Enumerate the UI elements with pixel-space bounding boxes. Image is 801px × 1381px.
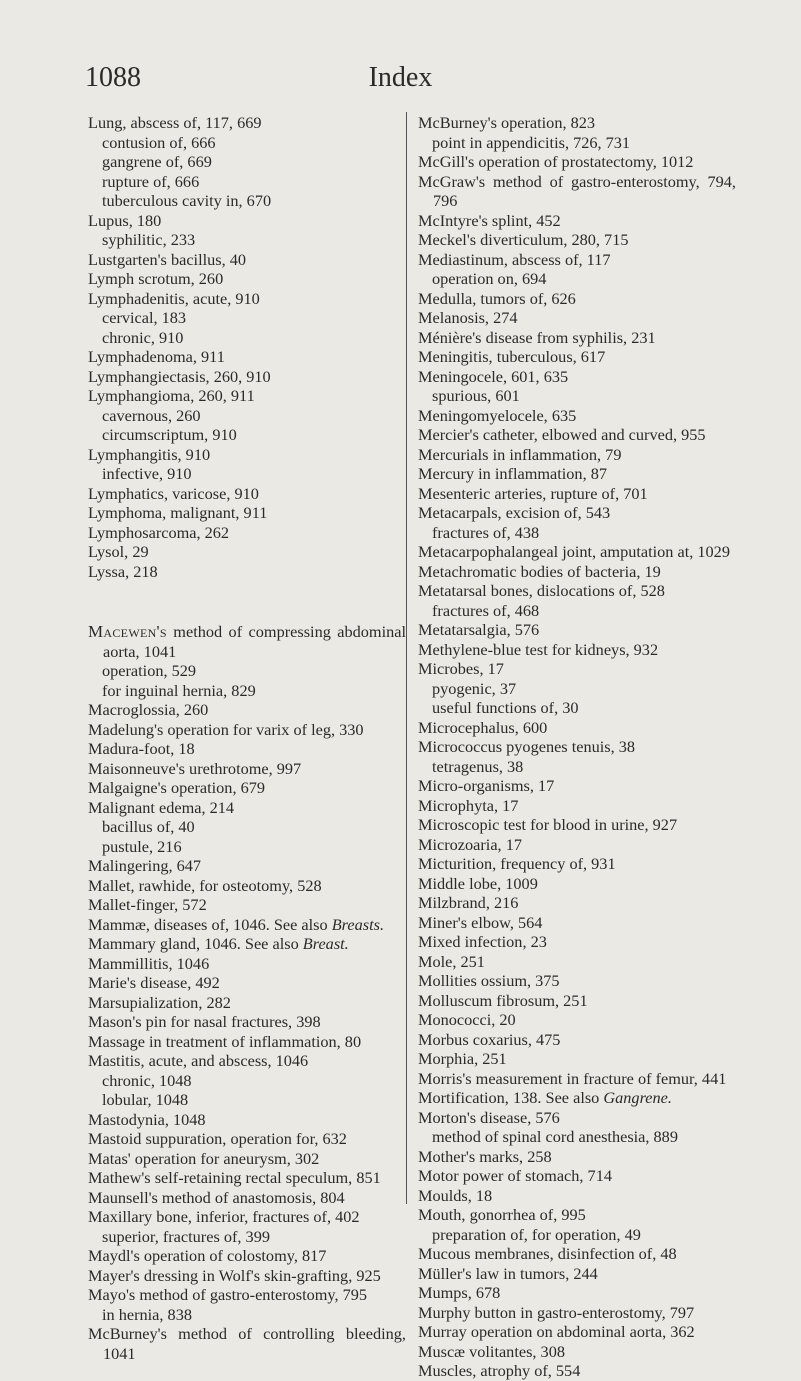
entry-text: Mayo's method of gastro-enterostomy, 795: [88, 1285, 368, 1304]
entry-text: Mouth, gonorrhea of, 995: [418, 1205, 586, 1224]
index-entry: [88, 700, 406, 720]
index-subentry: [102, 817, 406, 837]
entry-text: Maisonneuve's urethrotome, 997: [88, 758, 302, 778]
index-entry: [88, 1032, 406, 1052]
index-entry: [418, 1342, 736, 1362]
index-entry: [418, 640, 736, 660]
index-entry: [418, 952, 736, 972]
index-entry: [418, 913, 736, 933]
index-subentry: [102, 328, 406, 348]
index-entry: [88, 1266, 406, 1286]
entry-text: Maxillary bone, inferior, fractures of, 402: [88, 1207, 360, 1226]
index-entry: [88, 993, 406, 1013]
index-subentry: [432, 1225, 736, 1245]
index-entry: [418, 113, 736, 133]
index-entry: [88, 503, 406, 523]
index-entry: [418, 250, 736, 270]
index-entry: [418, 991, 736, 1011]
index-entry: [88, 622, 406, 661]
entry-text: Mammæ, diseases of, 1046. See also: [88, 914, 332, 934]
index-entry: [88, 1246, 406, 1266]
index-subentry: [432, 1127, 736, 1147]
entry-text: Lysol, 29: [88, 542, 149, 561]
index-entry: [88, 1207, 406, 1227]
index-entry: [418, 1244, 736, 1264]
index-entry: [88, 1149, 406, 1169]
entry-text: Malgaigne's operation, 679: [88, 778, 266, 797]
entry-text: Mollities ossium, 375: [418, 971, 560, 990]
entry-text: in hernia, 838: [102, 1304, 192, 1324]
index-subentry: [102, 1090, 406, 1110]
index-entry: [418, 425, 736, 445]
index-entry: [418, 1049, 736, 1069]
index-entry: [88, 934, 406, 954]
index-entry: [418, 854, 736, 874]
entry-text: operation on, 694: [432, 269, 547, 288]
index-entry: [418, 815, 736, 835]
index-entry: [88, 484, 406, 504]
index-subentry: [102, 661, 406, 681]
entry-text: pustule, 216: [102, 836, 182, 856]
entry-text: Mucous membranes, disinfection of, 48: [418, 1244, 677, 1263]
index-entry: [88, 1129, 406, 1149]
entry-text: Microscopic test for blood in urine, 927: [418, 815, 678, 834]
entry-text: Lustgarten's bacillus, 40: [88, 249, 247, 269]
index-entry: [418, 1010, 736, 1030]
index-subentry: [102, 172, 406, 192]
index-entry: [88, 1012, 406, 1032]
entry-text: Medulla, tumors of, 626: [418, 288, 576, 308]
index-entry: [88, 269, 406, 289]
section-gap: [88, 581, 406, 622]
index-entry: [88, 915, 406, 935]
cross-reference: Breast.: [302, 934, 349, 953]
entry-text: Maunsell's method of anastomosis, 804: [88, 1187, 345, 1207]
index-entry: [418, 347, 736, 367]
entry-text: Mercier's catheter, elbowed and curved, 955: [418, 425, 706, 444]
entry-text: Mallet-finger, 572: [88, 895, 207, 914]
entry-text: Microcephalus, 600: [418, 717, 548, 737]
entry-text: Mixed infection, 23: [418, 932, 547, 951]
entry-text: gangrene of, 669: [102, 152, 212, 171]
entry-text: pyogenic, 37: [432, 678, 517, 698]
index-entry: [88, 720, 406, 740]
index-column-left: [88, 113, 406, 1363]
entry-text: cervical, 183: [102, 308, 187, 327]
index-entry: [88, 954, 406, 974]
entry-text: Mortification, 138. See also: [418, 1088, 604, 1107]
index-entry: [88, 798, 406, 818]
entry-text: superior, fractures of, 399: [102, 1226, 270, 1246]
index-subentry: [102, 464, 406, 484]
index-column-right: [418, 113, 736, 1381]
index-entry: [88, 778, 406, 798]
entry-text: Madura-foot, 18: [88, 739, 195, 758]
entry-text: Lymphangioma, 260, 911: [88, 386, 255, 405]
entry-text: contusion of, 666: [102, 132, 216, 152]
entry-text: Murray operation on abdominal aorta, 362: [418, 1322, 695, 1341]
entry-text: McIntyre's splint, 452: [418, 210, 561, 230]
index-subentry: [102, 1227, 406, 1247]
entry-text: preparation of, for operation, 49: [432, 1224, 641, 1244]
entry-text: Micro-organisms, 17: [418, 776, 555, 795]
entry-text: McGraw's method of gastro-enterostomy, 794, 796: [418, 171, 736, 210]
index-entry: [88, 367, 406, 387]
entry-text: Mammillitis, 1046: [88, 953, 210, 973]
column-divider: [406, 112, 407, 1204]
entry-text: operation, 529: [102, 661, 197, 680]
entry-text: McBurney's operation, 823: [418, 113, 596, 132]
index-subentry: [432, 523, 736, 543]
index-entry: [418, 737, 736, 757]
entry-text: Middle lobe, 1009: [418, 873, 538, 893]
page-header: [0, 62, 801, 102]
entry-text: for inguinal hernia, 829: [102, 680, 256, 700]
entry-text: Lymphoma, malignant, 911: [88, 503, 268, 522]
index-subentry: [102, 152, 406, 172]
entry-text: Mesenteric arteries, rupture of, 701: [418, 483, 648, 503]
index-entry: [418, 620, 736, 640]
entry-text: Lymphadenitis, acute, 910: [88, 288, 260, 308]
entry-text: Matas' operation for aneurysm, 302: [88, 1148, 320, 1168]
index-entry: [88, 876, 406, 896]
entry-text: Microzoaria, 17: [418, 834, 522, 854]
entry-text: method of spinal cord anesthesia, 889: [432, 1127, 678, 1146]
entry-text: rupture of, 666: [102, 171, 200, 191]
index-entry: [418, 796, 736, 816]
index-entry: [418, 230, 736, 250]
index-subentry: [102, 681, 406, 701]
index-entry: [88, 523, 406, 543]
entry-text: Microphyta, 17: [418, 795, 519, 815]
index-subentry: [102, 425, 406, 445]
entry-text: Morbus coxarius, 475: [418, 1029, 561, 1049]
entry-text: Motor power of stomach, 714: [418, 1166, 612, 1185]
index-entry: [418, 1088, 736, 1108]
index-entry: [418, 718, 736, 738]
entry-text: Mercurials in inflammation, 79: [418, 444, 622, 464]
entry-text: useful functions of, 30: [432, 698, 579, 717]
entry-text: Morton's disease, 576: [418, 1107, 560, 1127]
entry-text: Meningitis, tuberculous, 617: [418, 347, 606, 366]
index-subentry: [102, 406, 406, 426]
index-entry: [418, 1205, 736, 1225]
index-entry: [88, 759, 406, 779]
entry-text: Lymphosarcoma, 262: [88, 522, 230, 542]
entry-text: Mastoid suppuration, operation for, 632: [88, 1129, 347, 1148]
entry-text: Müller's law in tumors, 244: [418, 1263, 598, 1283]
index-entry: [418, 542, 736, 562]
index-entry: [418, 1283, 736, 1303]
index-entry: [418, 932, 736, 952]
index-entry: [418, 1166, 736, 1186]
index-subentry: [102, 1071, 406, 1091]
entry-text: Lymph scrotum, 260: [88, 269, 224, 288]
index-entry: [418, 1322, 736, 1342]
entry-text: Lyssa, 218: [88, 561, 158, 581]
entry-text: Meningocele, 601, 635: [418, 366, 569, 386]
entry-text: chronic, 1048: [102, 1070, 192, 1090]
entry-text: Mason's pin for nasal fractures, 398: [88, 1012, 321, 1031]
index-entry: [418, 211, 736, 231]
entry-text: Milzbrand, 216: [418, 893, 519, 912]
index-entry: [88, 1110, 406, 1130]
entry-text: Mastodynia, 1048: [88, 1109, 206, 1129]
entry-text: Microbes, 17: [418, 659, 504, 678]
index-subentry: [102, 837, 406, 857]
cross-reference: Breasts.: [331, 914, 385, 934]
index-subentry: [432, 133, 736, 153]
entry-text: Macroglossia, 260: [88, 700, 209, 719]
index-entry: [418, 562, 736, 582]
entry-text: Meningomyelocele, 635: [418, 405, 577, 425]
entry-text: spurious, 601: [432, 386, 520, 405]
index-entry: [418, 971, 736, 991]
entry-text: Mole, 251: [418, 951, 485, 971]
entry-text: Muscæ volitantes, 308: [418, 1341, 565, 1361]
entry-text: Muscles, atrophy of, 554: [418, 1361, 581, 1380]
index-subentry: [102, 308, 406, 328]
index-subentry: [432, 601, 736, 621]
entry-text: fractures of, 438: [432, 522, 540, 542]
index-entry: [418, 1303, 736, 1323]
page-title: Index: [368, 62, 433, 93]
index-entry: [418, 289, 736, 309]
index-entry: [88, 113, 406, 133]
index-entry: [88, 1324, 406, 1363]
index-entry: [418, 172, 736, 211]
entry-text: Molluscum fibrosum, 251: [418, 990, 588, 1010]
index-entry: [88, 895, 406, 915]
index-entry: [418, 406, 736, 426]
page-number: 1088: [85, 62, 141, 93]
index-entry: [418, 874, 736, 894]
index-entry: [418, 1030, 736, 1050]
entry-text: Lymphatics, varicose, 910: [88, 483, 259, 503]
index-entry: [88, 1285, 406, 1305]
entry-text: Micrococcus pyogenes tenuis, 38: [418, 737, 636, 756]
index-entry: [418, 659, 736, 679]
entry-text: Marsupialization, 282: [88, 992, 231, 1012]
index-subentry: [102, 1305, 406, 1325]
index-entry: [88, 542, 406, 562]
index-entry: [418, 1361, 736, 1381]
index-entry: [88, 386, 406, 406]
entry-text: Murphy button in gastro-enterostomy, 797: [418, 1302, 695, 1322]
entry-text: Lymphadenoma, 911: [88, 347, 225, 366]
entry-text: Metacarpophalangeal joint, amputation at, 1029: [418, 542, 730, 561]
index-entry: [88, 445, 406, 465]
index-entry: [418, 503, 736, 523]
index-entry: [418, 776, 736, 796]
entry-text: Mother's marks, 258: [418, 1146, 552, 1166]
entry-text: Moulds, 18: [418, 1185, 493, 1205]
index-entry: [88, 347, 406, 367]
entry-text: Mastitis, acute, and abscess, 1046: [88, 1051, 309, 1070]
entry-text: Massage in treatment of inflammation, 80: [88, 1031, 362, 1051]
entry-text: Mathew's self-retaining rectal speculum, 851: [88, 1168, 381, 1187]
entry-text: Melanosis, 274: [418, 308, 518, 327]
entry-text: Mayer's dressing in Wolf's skin-grafting, 925: [88, 1265, 381, 1285]
index-entry: [418, 1147, 736, 1167]
index-subentry: [102, 230, 406, 250]
entry-text: Metachromatic bodies of bacteria, 19: [418, 561, 661, 581]
index-entry: [418, 445, 736, 465]
index-entry: [88, 856, 406, 876]
entry-text: Mammary gland, 1046. See also: [88, 934, 303, 953]
entry-text: Lymphangitis, 910: [88, 444, 211, 464]
index-entry: [88, 562, 406, 582]
index-entry: [88, 289, 406, 309]
index-entry: [418, 1108, 736, 1128]
index-entry: [418, 328, 736, 348]
entry-text: Metacarpals, excision of, 543: [418, 503, 611, 522]
index-entry: [418, 1186, 736, 1206]
entry-text: Morris's measurement in fracture of femur, 441: [418, 1068, 727, 1088]
entry-text: Mediastinum, abscess of, 117: [418, 249, 611, 269]
entry-text: Monococci, 20: [418, 1010, 516, 1029]
entry-text: Mercury in inflammation, 87: [418, 464, 607, 483]
entry-text: Lymphangiectasis, 260, 910: [88, 366, 271, 386]
index-entry: [418, 893, 736, 913]
index-entry: [418, 835, 736, 855]
entry-text: Mumps, 678: [418, 1283, 501, 1302]
index-entry: [418, 152, 736, 172]
entry-text: tetragenus, 38: [432, 756, 524, 776]
index-entry: [88, 973, 406, 993]
entry-text: Methylene-blue test for kidneys, 932: [418, 639, 659, 659]
index-subentry: [432, 679, 736, 699]
index-entry: [88, 1188, 406, 1208]
index-entry: [418, 308, 736, 328]
entry-text: McBurney's method of controlling bleeding, 1041: [88, 1324, 406, 1363]
entry-text: Maydl's operation of colostomy, 817: [88, 1246, 327, 1265]
entry-text: fractures of, 468: [432, 600, 540, 620]
index-subentry: [432, 698, 736, 718]
entry-text: point in appendicitis, 726, 731: [432, 132, 631, 152]
entry-text: Metatarsal bones, dislocations of, 528: [418, 581, 665, 600]
entry-text: Ménière's disease from syphilis, 231: [418, 327, 656, 347]
index-entry: [418, 484, 736, 504]
entry-text: Madelung's operation for varix of leg, 330: [88, 719, 364, 739]
entry-text: Metatarsalgia, 576: [418, 620, 540, 639]
entry-text: Meckel's diverticulum, 280, 715: [418, 230, 629, 249]
entry-text: circumscriptum, 910: [102, 425, 237, 444]
entry-text: Lupus, 180: [88, 210, 162, 230]
index-entry: [418, 581, 736, 601]
index-entry: [418, 1069, 736, 1089]
entry-text: bacillus of, 40: [102, 817, 195, 836]
index-entry: [418, 367, 736, 387]
small-caps-heading: Macewen's: [88, 622, 167, 641]
entry-text: cavernous, 260: [102, 405, 201, 425]
entry-text: chronic, 910: [102, 327, 184, 347]
entry-text: Lung, abscess of, 117, 669: [88, 113, 262, 132]
entry-text: Malingering, 647: [88, 856, 202, 875]
index-entry: [88, 1168, 406, 1188]
entry-text: infective, 910: [102, 464, 192, 483]
entry-text: Mallet, rawhide, for osteotomy, 528: [88, 875, 322, 895]
index-entry: [418, 1264, 736, 1284]
entry-text: syphilitic, 233: [102, 230, 196, 249]
index-entry: [418, 464, 736, 484]
entry-text: Marie's disease, 492: [88, 973, 220, 992]
entry-text: McGill's operation of prostatectomy, 1012: [418, 152, 694, 171]
index-entry: [88, 211, 406, 231]
entry-text: Morphia, 251: [418, 1049, 507, 1068]
index-subentry: [432, 269, 736, 289]
cross-reference: Gangrene.: [603, 1088, 672, 1107]
index-subentry: [102, 133, 406, 153]
entry-text: Miner's elbow, 564: [418, 912, 543, 932]
index-subentry: [432, 386, 736, 406]
entry-text: lobular, 1048: [102, 1090, 189, 1109]
index-subentry: [432, 757, 736, 777]
index-subentry: [102, 191, 406, 211]
index-entry: [88, 739, 406, 759]
entry-text: method of compressing abdominal aorta, 1041: [103, 622, 406, 661]
entry-text: Micturition, frequency of, 931: [418, 854, 616, 873]
entry-text: Malignant edema, 214: [88, 797, 235, 817]
index-entry: [88, 250, 406, 270]
entry-text: tuberculous cavity in, 670: [102, 191, 272, 210]
index-entry: [88, 1051, 406, 1071]
